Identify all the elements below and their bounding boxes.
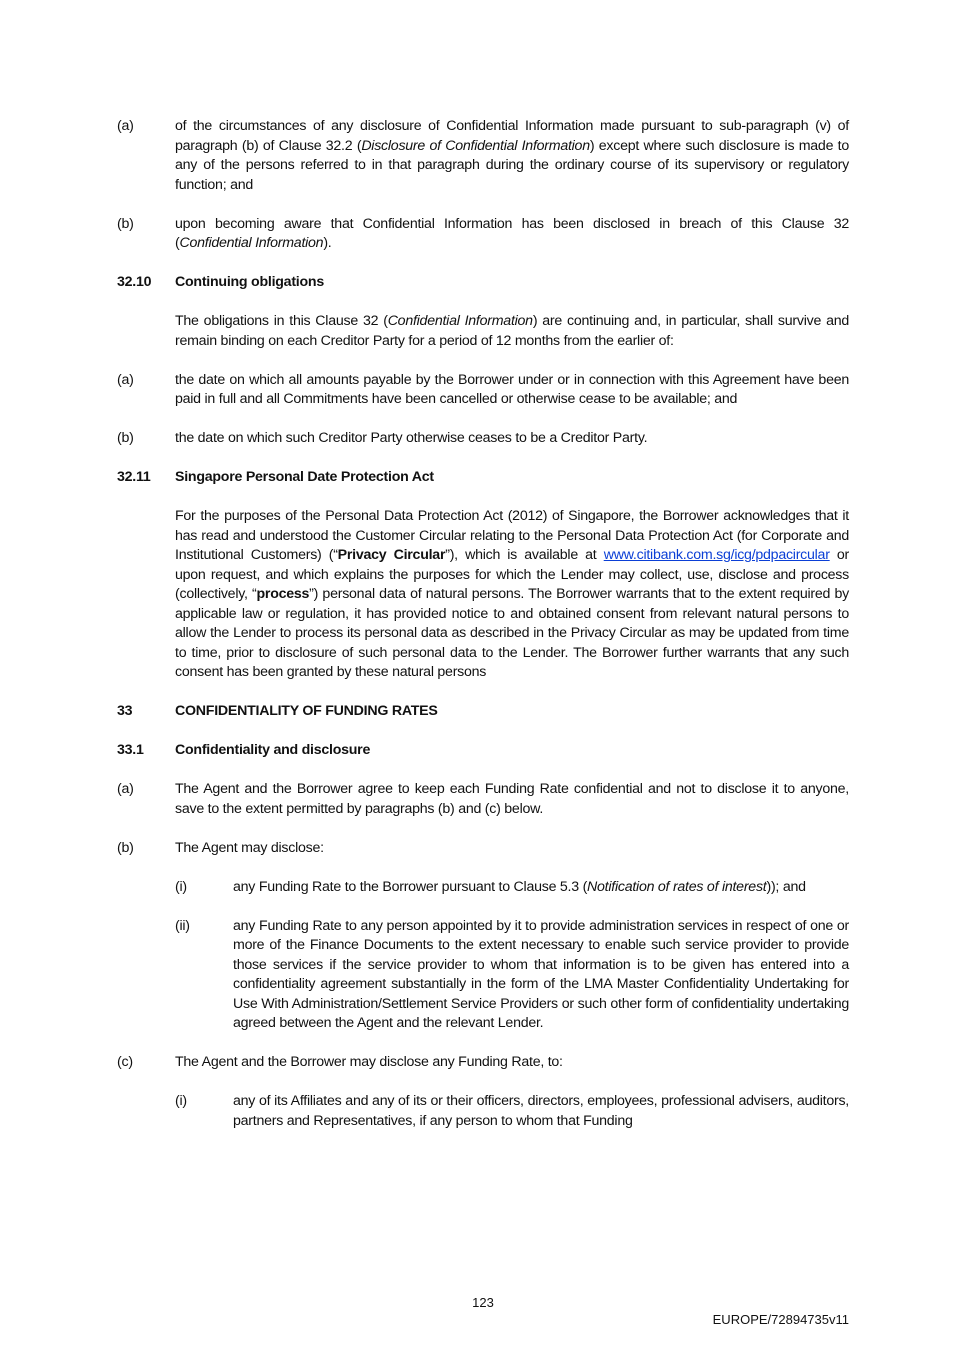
text-run: The obligations in this Clause 32 ( [175, 313, 388, 329]
document-reference: EUROPE/72894735v11 [712, 1312, 849, 1327]
text-run: the date on which such Creditor Party otherwise ceases to be a Creditor Party. [175, 430, 648, 446]
text-run: The Agent and the Borrower may disclose any Funding Rate, to: [175, 1054, 563, 1070]
paragraph [117, 312, 849, 351]
text-run: any Funding Rate to any person appointed by it to provide administration services in respect of one or more of the Finance Documents to the extent necessary to enable such service provider to provide those services if the service provider to whom that information is to be given has entered into a confidentiality agreement substantially in the form of the LMA Master Confidentiality Undertaking for Use With Administration/Settlement Service Providers or such other form of confidentiality undertaking agreed between the Agent and the relevant Lender. [233, 917, 849, 1031]
paragraph [117, 1053, 849, 1073]
paragraph [117, 507, 849, 683]
text-run: ) except where such disclosure is made to any of the persons referred to in that paragraph during the ordinary course of its supervisory or regulatory function; and [175, 137, 849, 193]
italic-reference: Disclosure of Confidential Information [361, 137, 590, 154]
italic-reference: Notification of rates of interest [587, 878, 767, 895]
defined-term: process [256, 586, 310, 602]
text-run: ). [323, 235, 332, 251]
text-run: the date on which all amounts payable by the Borrower under or in connection with this Agreement have been paid in full and all Commitments have been cancelled or otherwise cease to be available; and [175, 371, 849, 407]
paragraph [117, 117, 849, 195]
paragraph [117, 839, 849, 859]
paragraph-label: (b) [117, 215, 134, 232]
paragraph-text [175, 507, 849, 683]
paragraph-text [175, 215, 849, 254]
text-run: Confidentiality and disclosure [175, 742, 371, 758]
paragraph-text [233, 878, 849, 898]
paragraph-label: (a) [117, 118, 134, 134]
paragraph [117, 429, 849, 449]
paragraph [117, 371, 849, 410]
paragraph-text [175, 117, 849, 195]
paragraph-text [175, 468, 849, 488]
paragraph-text [175, 1053, 849, 1073]
paragraph-text [175, 702, 849, 722]
paragraph-text [175, 839, 849, 859]
text-run: Singapore Personal Date Protection Act [175, 469, 434, 485]
paragraph-label: 32.10 [117, 274, 152, 290]
paragraph [117, 1092, 849, 1131]
text-run: The Agent and the Borrower agree to keep each Funding Rate confidential and not to disclose it to anyone, save to the extent permitted by paragraphs (b) and (c) below. [175, 781, 849, 817]
paragraph-label: (ii) [175, 917, 190, 934]
paragraph-label: (b) [117, 839, 134, 856]
text-run: ”), which is available at [445, 547, 604, 563]
italic-reference: Confidential Information [387, 313, 533, 329]
paragraph-label: 33.1 [117, 742, 144, 758]
paragraph-label: (i) [175, 878, 187, 895]
paragraph-text [233, 1092, 849, 1131]
page-number: 123 [472, 1295, 494, 1310]
defined-term: Privacy Circular [337, 547, 446, 563]
paragraph-text [233, 917, 849, 1034]
paragraph-label: (i) [175, 1093, 187, 1109]
paragraph-text [175, 780, 849, 819]
paragraph-label: 33 [117, 703, 133, 719]
text-run: The Agent may disclose: [175, 839, 324, 856]
text-run: ) are continuing and, in particular, shall survive and remain binding on each Creditor Party for a period of 12 months from the earlier of: [175, 313, 850, 349]
text-run: any Funding Rate to the Borrower pursuant to Clause 5.3 ( [233, 878, 588, 895]
text-run: ”) personal data of natural persons. The Borrower warrants that to the extent required by applicable law or regulation, it has provided notice to and obtained consent from relevant natural persons to allow the Lender to process its personal data as described in the Privacy Circular as may be updated from time to time, prior to disclosure of such personal data to the Lender. The Borrower further warrants that any such consent has been granted by these natural persons [175, 586, 849, 680]
paragraph-label: (b) [117, 430, 134, 446]
section-heading [117, 702, 849, 722]
paragraph-text [175, 312, 849, 351]
paragraph-label: (a) [117, 781, 134, 797]
pdpa-circular-link[interactable]: www.citibank.com.sg/icg/pdpacircular [603, 547, 830, 563]
text-run: any of its Affiliates and any of its or their officers, directors, employees, professional advisers, auditors, partners and Representatives, if any person to whom that Funding [233, 1093, 849, 1129]
paragraph-text [175, 371, 849, 410]
text-run: )); and [766, 878, 806, 895]
paragraph-label: (a) [117, 371, 134, 388]
text-run: upon becoming aware that Confidential Information has been disclosed in breach of this Clause 32 ( [175, 215, 849, 251]
section-heading [117, 273, 849, 293]
text-run: For the purposes of the Personal Data Protection Act (2012) of Singapore, the Borrower acknowledges that it has read and understood the Customer Circular relating to the Personal Data Protection Act (for Corporate and Institutional Customers) (“ [175, 508, 849, 563]
section-heading [117, 741, 849, 761]
section-heading [117, 468, 849, 488]
paragraph [117, 917, 849, 1034]
text-run: CONFIDENTIALITY OF FUNDING RATES [175, 703, 438, 719]
paragraph-label: (c) [117, 1054, 133, 1070]
paragraph [117, 215, 849, 254]
paragraph-label: 32.11 [117, 469, 151, 485]
paragraph-text [175, 273, 849, 293]
italic-reference: Confidential Information [179, 235, 324, 251]
paragraph [117, 780, 849, 819]
text-run: or upon request, and which explains the purposes for which the Lender may collect, use, disclose and process (collectively, “ [175, 547, 849, 602]
paragraph-text [175, 741, 849, 761]
document-body [117, 117, 849, 1151]
text-run: of the circumstances of any disclosure of Confidential Information made pursuant to sub-paragraph (v) of paragraph (b) of Clause 32.2 ( [175, 118, 849, 154]
paragraph [117, 878, 849, 898]
paragraph-text [175, 429, 849, 449]
text-run: Continuing obligations [175, 274, 324, 290]
